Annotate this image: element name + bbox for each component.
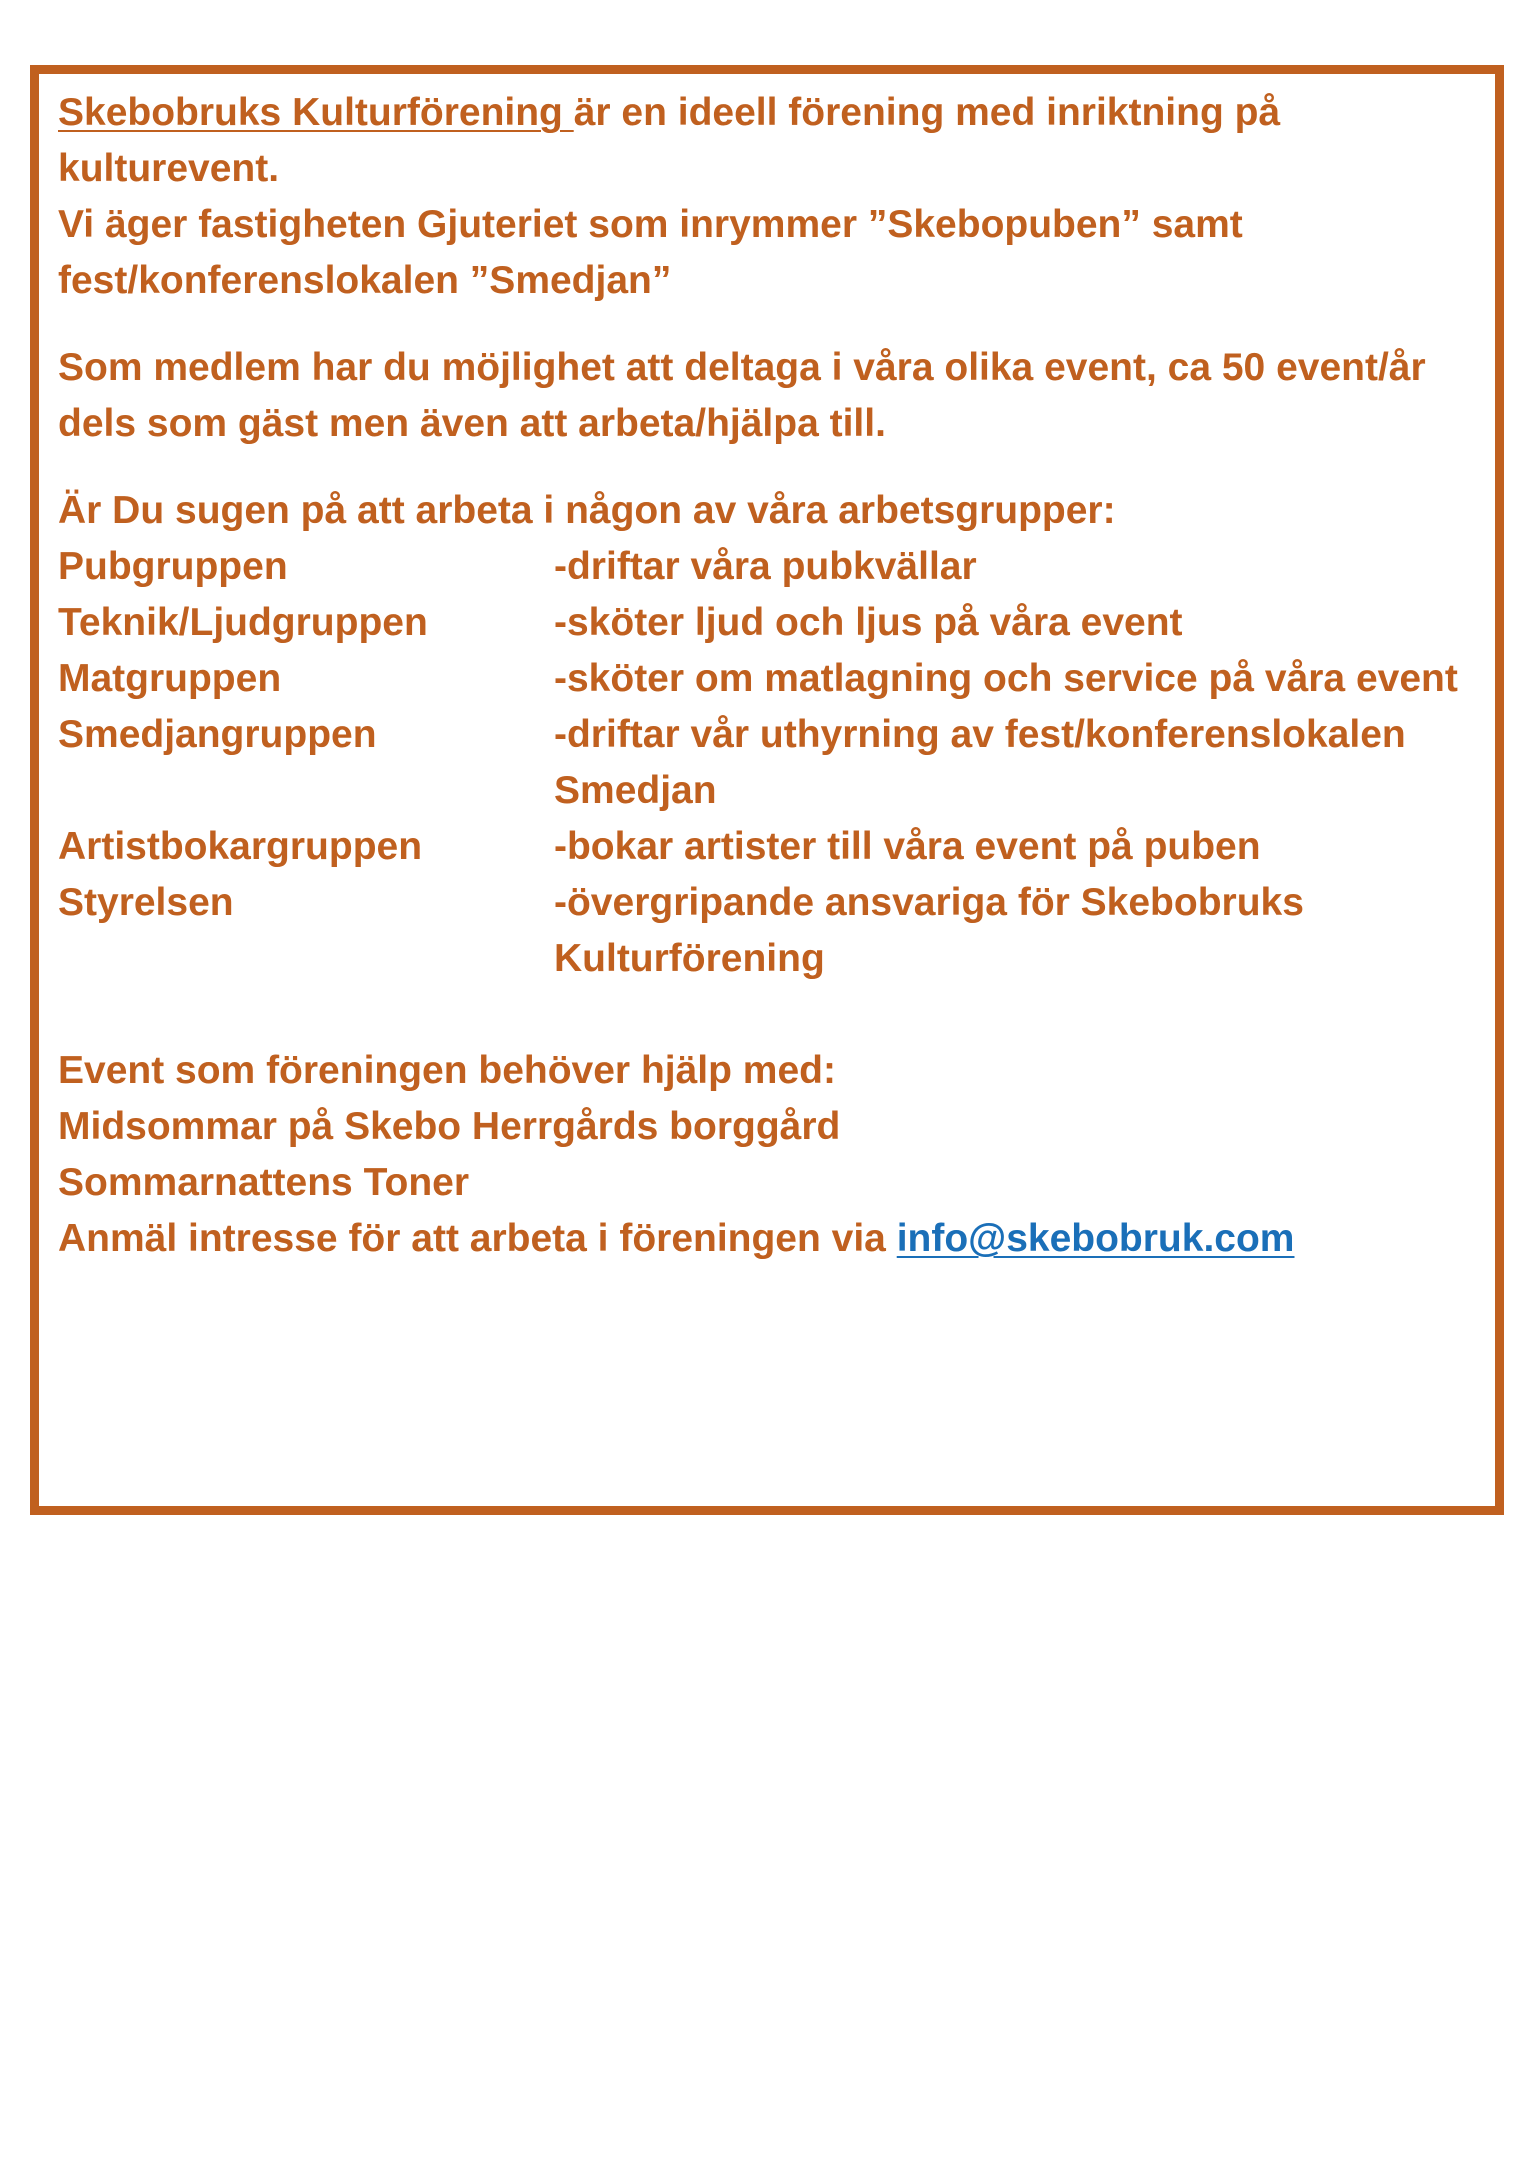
group-row [58,595,1498,651]
group-name: Smedjangruppen [58,713,377,756]
group-row [58,707,1498,819]
group-desc [554,651,1498,707]
group-desc [554,875,1498,987]
document-body [58,85,1498,1267]
group-desc [554,819,1498,875]
group-desc-line: -sköter ljud och ljus på våra event [554,601,1183,644]
group-desc-line: -övergripande ansvariga för Skebobruks [554,881,1304,924]
intro-line-3: Vi äger fastigheten Gjuteriet som inrymmer ”Skebopuben” samt [58,203,1243,246]
intro-line-4: fest/konferenslokalen ”Smedjan” [58,259,672,302]
group-name: Teknik/Ljudgruppen [58,601,428,644]
groups-heading: Är Du sugen på att arbeta i någon av våra arbetsgrupper: [58,489,1116,532]
signup-text: Anmäl intresse för att arbeta i föreningen via [58,1217,897,1260]
membership-line-1: Som medlem har du möjlighet att deltaga i våra olika event, ca 50 event/år [58,346,1426,389]
group-name: Pubgruppen [58,545,288,588]
group-desc-line: Kulturförening [554,937,825,980]
group-name: Artistbokargruppen [58,825,423,868]
group-desc-line: -driftar vår uthyrning av fest/konferenslokalen [554,713,1406,756]
event-item: Midsommar på Skebo Herrgårds borggård [58,1105,841,1148]
group-desc [554,595,1498,651]
group-desc [554,539,1498,595]
signup-line [58,1211,1498,1267]
membership-line-2: dels som gäst men även att arbeta/hjälpa till. [58,402,886,445]
event-item: Sommarnattens Toner [58,1161,470,1204]
group-name: Matgruppen [58,657,282,700]
group-desc-line: Smedjan [554,769,717,812]
group-row [58,819,1498,875]
group-desc-line: -sköter om matlagning och service på våra event [554,657,1458,700]
events-heading: Event som föreningen behöver hjälp med: [58,1049,836,1092]
group-row [58,875,1498,987]
group-row [58,651,1498,707]
intro-line-1 [58,85,1498,141]
intro-line-2: kulturevent. [58,147,280,190]
email-link[interactable]: info@skebobruk.com [896,1217,1295,1260]
group-row [58,539,1498,595]
group-name: Styrelsen [58,881,234,924]
group-desc [554,707,1498,819]
group-desc-line: -bokar artister till våra event på puben [554,825,1261,868]
org-name: Skebobruks Kulturförening [58,91,574,134]
group-desc-line: -driftar våra pubkvällar [554,545,977,588]
intro-line-1-rest: är en ideell förening med inriktning på [573,91,1281,134]
